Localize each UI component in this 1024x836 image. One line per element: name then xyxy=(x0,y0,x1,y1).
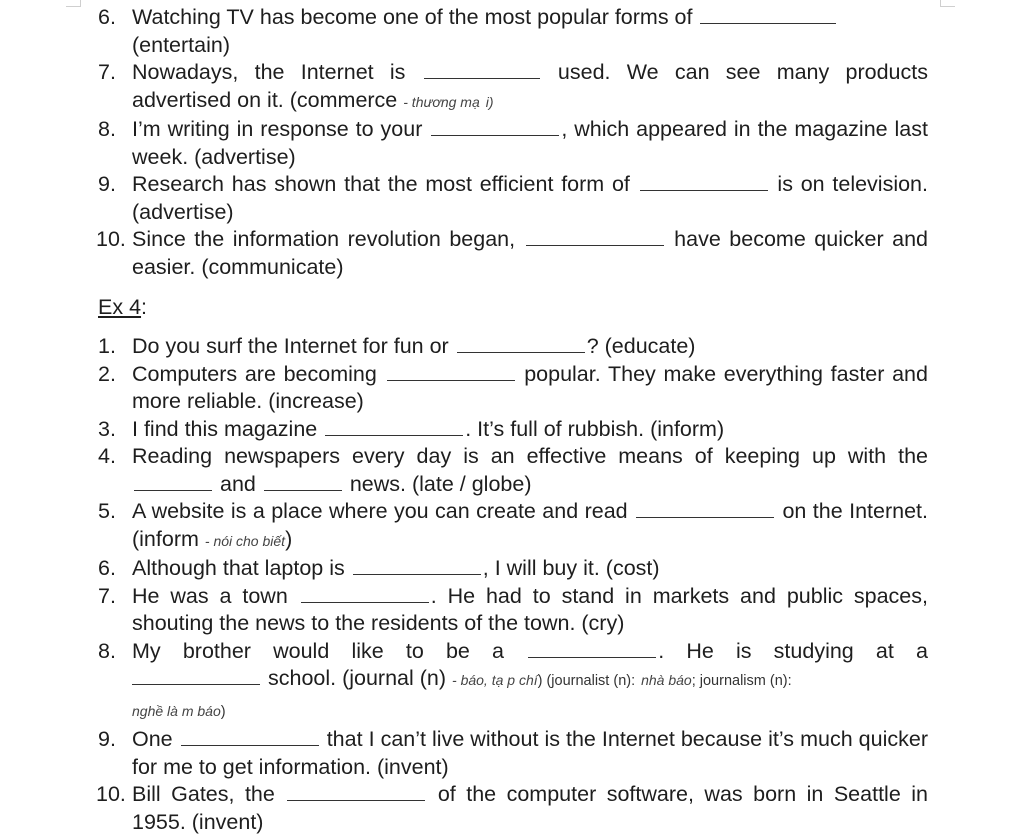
answer-blank[interactable] xyxy=(528,640,656,658)
item-text: ) (journalist (n): xyxy=(537,673,636,689)
item-number: 1. xyxy=(98,334,116,358)
translation-note: nghề là m báo xyxy=(132,702,221,719)
item-text: Research has shown that the most efficient form of xyxy=(132,172,630,196)
translation-note: - thương mạ xyxy=(403,93,480,110)
exercise-item xyxy=(98,638,928,727)
heading-colon: : xyxy=(141,295,148,319)
item-text: A website is a place where you can create and read xyxy=(132,499,628,523)
exercise-item xyxy=(98,361,928,416)
item-text: Reading newspapers every day is an effective means of keeping up with the xyxy=(132,444,928,468)
exercise-item xyxy=(98,171,928,226)
item-text: ) xyxy=(220,703,226,720)
answer-blank[interactable] xyxy=(301,585,429,603)
answer-blank[interactable] xyxy=(132,667,260,685)
item-number: 5. xyxy=(98,499,116,523)
item-number: 8. xyxy=(98,117,116,141)
translation-note: - báo, tạ p chí xyxy=(452,672,538,688)
answer-blank[interactable] xyxy=(640,173,768,191)
exercise-item xyxy=(98,4,928,59)
item-number: 9. xyxy=(98,172,116,196)
exercise-item xyxy=(98,583,928,638)
worksheet-page xyxy=(98,4,928,836)
item-text: i) xyxy=(485,93,494,110)
answer-blank[interactable] xyxy=(387,363,515,381)
item-number: 7. xyxy=(98,60,116,84)
item-text: He was a town xyxy=(132,583,288,608)
item-text: Since the information revolution began, xyxy=(132,227,516,251)
answer-blank[interactable] xyxy=(636,500,774,518)
item-number: 7. xyxy=(98,583,116,608)
exercise-item xyxy=(98,555,928,583)
item-text: , which appeared in the magazine last week. (advertise) xyxy=(132,117,928,169)
item-text: school. (journal (n) xyxy=(267,666,447,690)
item-text: popular. They make everything faster and more reliable. (increase) xyxy=(132,361,928,413)
answer-blank[interactable] xyxy=(424,61,540,79)
item-text: (entertain) xyxy=(132,32,230,57)
item-text: Watching TV has become one of the most popular forms of xyxy=(132,5,693,29)
exercise-heading xyxy=(98,294,928,321)
answer-blank[interactable] xyxy=(700,6,836,24)
item-number: 2. xyxy=(98,361,116,386)
item-number: 10. xyxy=(96,227,126,251)
heading-label: Ex 4 xyxy=(98,295,142,319)
item-text: Nowadays, the Internet is xyxy=(132,60,406,84)
item-text: I’m writing in response to your xyxy=(132,117,423,141)
item-number: 10. xyxy=(96,782,126,806)
answer-blank[interactable] xyxy=(287,783,425,801)
item-text: ? (educate) xyxy=(586,334,696,358)
item-number: 6. xyxy=(98,5,116,29)
translation-note: nhà báo xyxy=(641,672,692,688)
item-text: Although that laptop is xyxy=(132,556,345,580)
translation-note: - nói cho biết xyxy=(204,532,286,549)
item-number: 4. xyxy=(98,444,116,468)
item-text: . It’s full of rubbish. (inform) xyxy=(465,416,725,441)
item-text: . He had to stand in markets and public spaces, shouting the news to the residents of the town. (cry) xyxy=(132,583,928,635)
answer-blank[interactable] xyxy=(134,473,212,491)
exercise-item xyxy=(98,416,928,444)
item-text: is on television. (advertise) xyxy=(132,172,928,224)
exercise-item xyxy=(98,726,928,781)
answer-blank[interactable] xyxy=(526,228,664,246)
item-text: that I can’t live without is the Internet because it’s much quicker for me to get information. (invent) xyxy=(132,727,928,779)
exercise-item xyxy=(98,333,928,361)
answer-blank[interactable] xyxy=(457,335,585,353)
exercise-item xyxy=(98,781,928,836)
item-text: ) xyxy=(285,526,293,551)
item-text: have become quicker and easier. (communicate) xyxy=(132,227,929,279)
item-number: 6. xyxy=(98,556,116,580)
exercise-item xyxy=(98,116,928,171)
item-text: of the computer software, was born in Seattle in 1955. (invent) xyxy=(132,782,928,834)
exercise-item xyxy=(98,59,928,116)
answer-blank[interactable] xyxy=(264,473,342,491)
item-text: Computers are becoming xyxy=(132,361,377,386)
item-text: news. (late / globe) xyxy=(349,471,532,496)
item-text: I find this magazine xyxy=(132,416,318,441)
item-text: My brother would like to be a xyxy=(132,638,505,663)
answer-blank[interactable] xyxy=(431,118,559,136)
exercise-item xyxy=(98,443,928,498)
item-text: on the Internet. (inform xyxy=(132,499,928,551)
exercise-item xyxy=(98,498,928,555)
item-text: One xyxy=(132,727,173,751)
item-number: 3. xyxy=(98,416,116,441)
item-text: Bill Gates, the xyxy=(132,782,275,806)
item-number: 8. xyxy=(98,638,116,663)
answer-blank[interactable] xyxy=(181,728,319,746)
item-text: , I will buy it. (cost) xyxy=(482,556,660,580)
answer-blank[interactable] xyxy=(325,418,463,436)
item-text: and xyxy=(219,471,256,496)
page-corner-mark-left xyxy=(66,0,81,7)
page-corner-mark-right xyxy=(940,0,955,7)
item-text: . He is studying at a xyxy=(658,638,928,663)
item-number: 9. xyxy=(98,727,116,751)
item-text: ; journalism (n): xyxy=(691,673,792,689)
exercise-item xyxy=(98,226,928,281)
item-text: Do you surf the Internet for fun or xyxy=(132,334,449,358)
item-text: used. We can see many products advertised on it. (commerce xyxy=(132,60,928,112)
answer-blank[interactable] xyxy=(353,557,481,575)
